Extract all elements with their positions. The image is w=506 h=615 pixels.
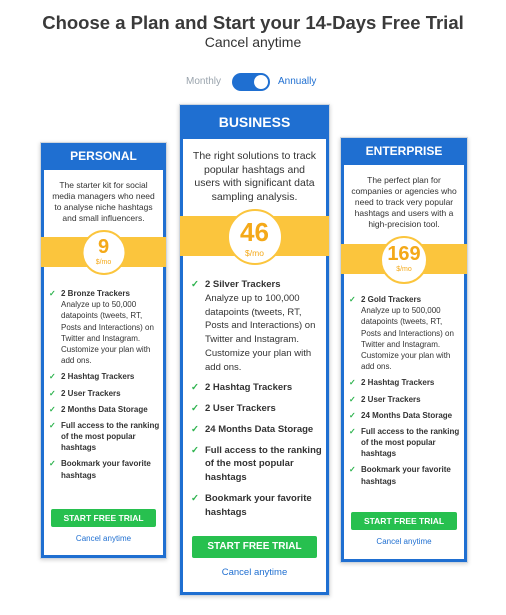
check-icon: ✓ bbox=[191, 403, 199, 415]
price-circle bbox=[81, 230, 126, 275]
check-icon: ✓ bbox=[191, 444, 199, 456]
start-free-trial-button[interactable]: START FREE TRIAL bbox=[192, 536, 317, 558]
annually-label[interactable]: Annually bbox=[278, 76, 317, 87]
check-icon: ✓ bbox=[191, 423, 199, 435]
feature-item bbox=[191, 402, 323, 416]
check-icon: ✓ bbox=[191, 279, 199, 290]
feature-item bbox=[349, 394, 461, 405]
feature-item bbox=[49, 388, 160, 399]
start-free-trial-button[interactable]: START FREE TRIAL bbox=[351, 512, 457, 530]
monthly-label[interactable]: Monthly bbox=[186, 76, 222, 87]
check-icon: ✓ bbox=[349, 295, 356, 304]
feature-item bbox=[349, 377, 461, 388]
toggle-knob bbox=[254, 75, 268, 89]
feature-title: 2 User Trackers bbox=[361, 394, 421, 404]
feature-title: 2 Months Data Storage bbox=[61, 404, 148, 414]
feature-title: 24 Months Data Storage bbox=[361, 410, 453, 420]
feature-title: 2 Hashtag Trackers bbox=[361, 378, 435, 388]
feature-detail: Analyze up to 100,000 datapoints (tweets, RT, Posts and Interactions) on Twitter and Instagram. Customize your plan with add ons. bbox=[205, 292, 316, 373]
cancel-anytime-link[interactable]: Cancel anytime bbox=[221, 567, 288, 578]
plan-description: The starter kit for social media managers who need to analyse niche hashtags and small influencers. bbox=[52, 180, 155, 224]
check-icon: ✓ bbox=[49, 420, 56, 430]
feature-list bbox=[49, 288, 160, 481]
feature-item bbox=[349, 294, 461, 372]
feature-item bbox=[49, 420, 160, 454]
billing-toggle-group bbox=[0, 73, 506, 93]
feature-title: Full access to the ranking of the most popular hashtags bbox=[361, 426, 460, 459]
plan-card-enterprise bbox=[340, 137, 468, 563]
feature-item bbox=[49, 404, 160, 415]
feature-list bbox=[191, 278, 323, 519]
feature-title: 2 User Trackers bbox=[205, 403, 276, 415]
feature-title: 2 Hashtag Trackers bbox=[61, 372, 135, 382]
feature-detail: Analyze up to 500,000 datapoints (tweets, RT, Posts and Interactions) on Twitter and Instagram. Customize your plan with add ons. bbox=[361, 306, 454, 372]
check-icon: ✓ bbox=[49, 404, 56, 414]
feature-item bbox=[191, 423, 323, 437]
feature-item bbox=[191, 278, 323, 374]
plan-name: BUSINESS bbox=[180, 105, 329, 139]
price-unit: $/mo bbox=[396, 266, 412, 273]
feature-title: 2 Hashtag Trackers bbox=[205, 382, 293, 394]
feature-item bbox=[49, 458, 160, 480]
feature-item bbox=[49, 371, 160, 382]
feature-item bbox=[349, 464, 461, 486]
feature-item bbox=[191, 492, 323, 520]
feature-title: 2 User Trackers bbox=[61, 388, 121, 398]
feature-item bbox=[191, 444, 323, 485]
check-icon: ✓ bbox=[349, 378, 356, 388]
start-free-trial-button[interactable]: START FREE TRIAL bbox=[51, 509, 156, 527]
billing-toggle-switch[interactable] bbox=[232, 73, 270, 91]
cancel-anytime-link[interactable]: Cancel anytime bbox=[75, 534, 132, 543]
feature-item bbox=[49, 288, 160, 366]
check-icon: ✓ bbox=[49, 289, 56, 298]
plan-card-business bbox=[179, 104, 330, 596]
feature-detail: Analyze up to 50,000 datapoints (tweets, RT, Posts and Interactions) on Twitter and Instagram. Customize your plan with add ons. bbox=[61, 300, 154, 366]
feature-title: 2 Silver Trackers bbox=[205, 279, 281, 290]
price-unit: $/mo bbox=[245, 248, 264, 258]
price-circle bbox=[227, 209, 283, 265]
plan-price: 9 bbox=[97, 236, 110, 258]
feature-list bbox=[349, 294, 461, 487]
feature-item bbox=[349, 426, 461, 460]
check-icon: ✓ bbox=[349, 394, 356, 404]
check-icon: ✓ bbox=[191, 382, 199, 394]
feature-title: 24 Months Data Storage bbox=[205, 423, 314, 435]
check-icon: ✓ bbox=[49, 372, 56, 382]
page-title: Choose a Plan and Start your 14-Days Free Trial bbox=[42, 12, 464, 33]
check-icon: ✓ bbox=[349, 410, 356, 420]
plan-description: The right solutions to track popular hashtags and users with significant data sampling analysis. bbox=[192, 150, 317, 203]
plan-price: 169 bbox=[387, 243, 421, 265]
price-unit: $/mo bbox=[95, 259, 112, 266]
feature-title: Full access to the ranking of the most popular hashtags bbox=[61, 420, 160, 453]
feature-item bbox=[191, 381, 323, 395]
feature-title: Bookmark your favorite hashtags bbox=[205, 492, 312, 518]
check-icon: ✓ bbox=[349, 465, 356, 475]
check-icon: ✓ bbox=[191, 492, 199, 504]
check-icon: ✓ bbox=[349, 426, 356, 436]
plan-price: 46 bbox=[240, 217, 269, 247]
feature-title: Full access to the ranking of the most popular hashtags bbox=[205, 444, 322, 484]
check-icon: ✓ bbox=[49, 459, 56, 469]
page-subtitle: Cancel anytime bbox=[204, 34, 302, 50]
plan-description: The perfect plan for companies or agencies who need to track very popular hashtags and users with a high-precision tool. bbox=[351, 175, 457, 230]
price-circle bbox=[380, 236, 428, 284]
plan-name: ENTERPRISE bbox=[341, 138, 467, 165]
check-icon: ✓ bbox=[49, 388, 56, 398]
feature-title: Bookmark your favorite hashtags bbox=[361, 465, 451, 486]
plan-name: PERSONAL bbox=[41, 143, 166, 170]
feature-title: 2 Bronze Trackers bbox=[61, 289, 130, 298]
plan-card-personal bbox=[40, 142, 167, 559]
feature-item bbox=[349, 410, 461, 421]
cancel-anytime-link[interactable]: Cancel anytime bbox=[376, 537, 432, 546]
feature-title: Bookmark your favorite hashtags bbox=[61, 459, 151, 480]
feature-title: 2 Gold Trackers bbox=[361, 295, 422, 304]
